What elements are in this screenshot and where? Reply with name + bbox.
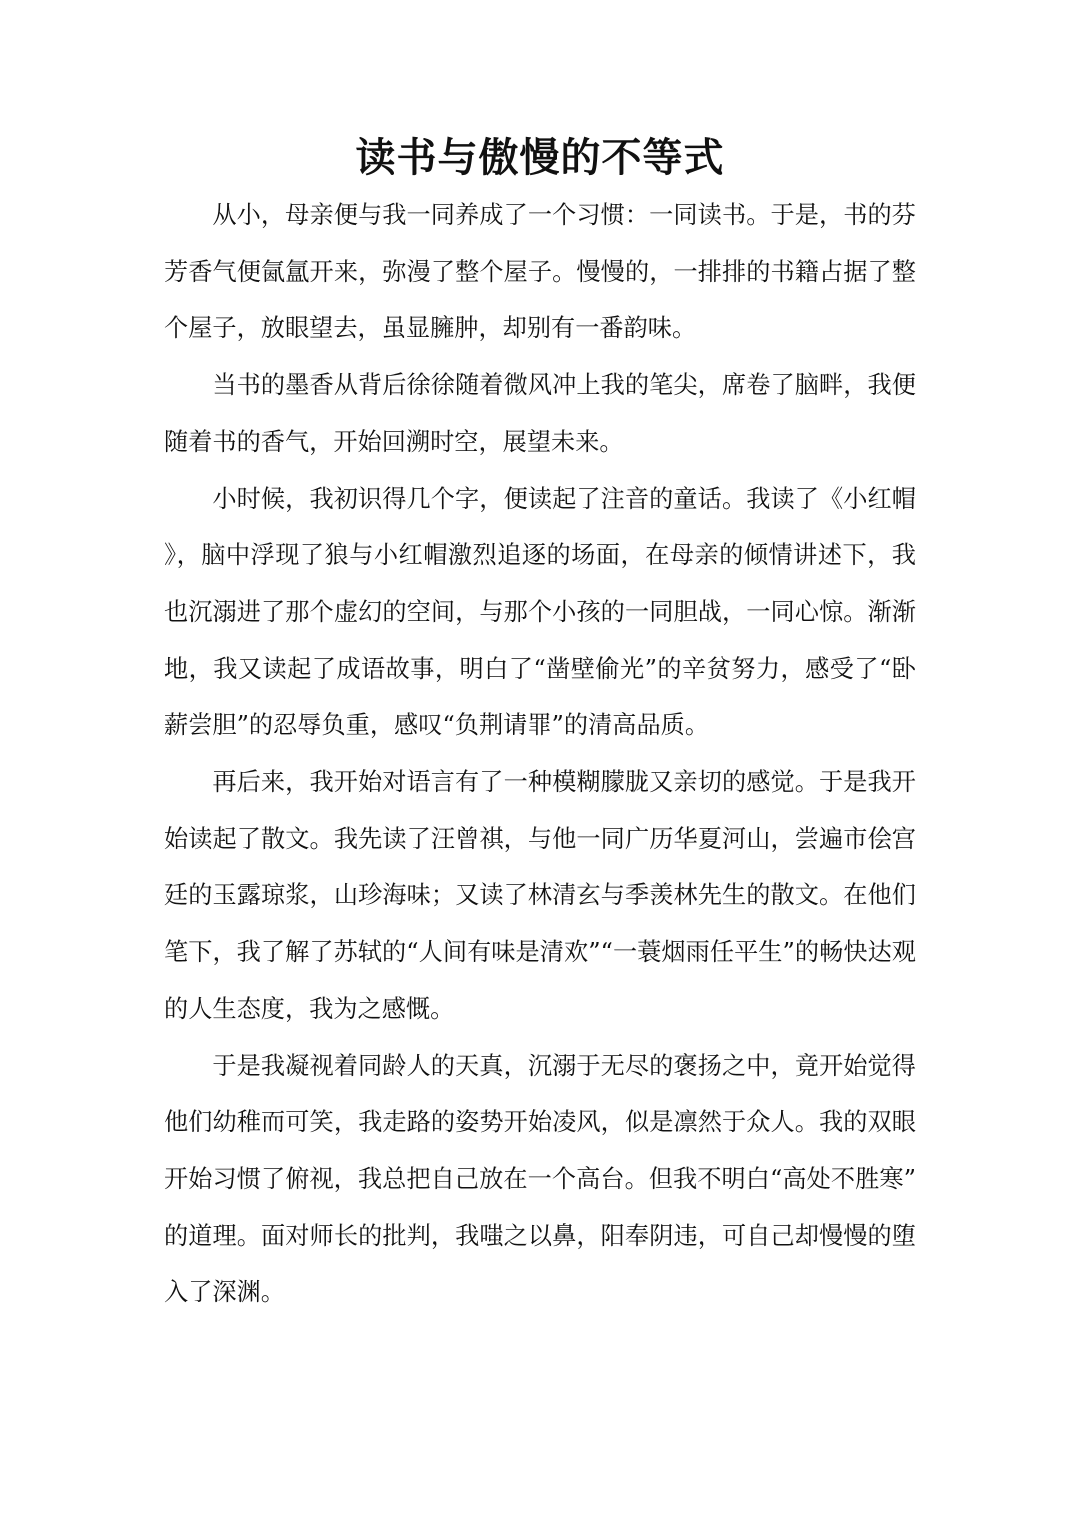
paragraph-5: 于是我凝视着同龄人的天真，沉溺于无尽的褒扬之中，竟开始觉得他们幼稚而可笑，我走路的姿势开始凌风，似是凛然于众人。我的双眼开始习惯了俯视，我总把自己放在一个高台。但我不明白“高处不胜寒”的道理。面对师长的批判，我嗤之以鼻，阳奉阴违，可自己却慢慢的堕入了深渊。 xyxy=(164,1051,916,1307)
document-body xyxy=(164,187,916,1321)
paragraph-1: 从小，母亲便与我一同养成了一个习惯：一同读书。于是，书的芬芳香气便氤氲开来，弥漫了整个屋子。慢慢的，一排排的书籍占据了整个屋子，放眼望去，虽显臃肿，却别有一番韵味。 xyxy=(164,201,916,343)
paragraph-4: 再后来，我开始对语言有了一种模糊朦胧又亲切的感觉。于是我开始读起了散文。我先读了汪曾祺，与他一同广历华夏河山，尝遍市侩宫廷的玉露琼浆，山珍海味；又读了林清玄与季羡林先生的散文。在他们笔下，我了解了苏轼的“人间有味是清欢”“一蓑烟雨任平生”的畅快达观的人生态度，我为之感慨。 xyxy=(164,768,916,1023)
document-title: 读书与傲慢的不等式 xyxy=(355,134,725,181)
paragraph-2: 当书的墨香从背后徐徐随着微风冲上我的笔尖，席卷了脑畔，我便随着书的香气，开始回溯时空，展望未来。 xyxy=(164,371,916,456)
paragraph-3: 小时候，我初识得几个字，便读起了注音的童话。我读了《小红帽》，脑中浮现了狼与小红帽激烈追逐的场面，在母亲的倾情讲述下，我也沉溺进了那个虚幻的空间，与那个小孩的一同胆战，一同心惊。渐渐地，我又读起了成语故事，明白了“凿壁偷光”的辛贫努力，感受了“卧薪尝胆”的忍辱负重，感叹“负荆请罪”的清高品质。 xyxy=(164,484,916,740)
